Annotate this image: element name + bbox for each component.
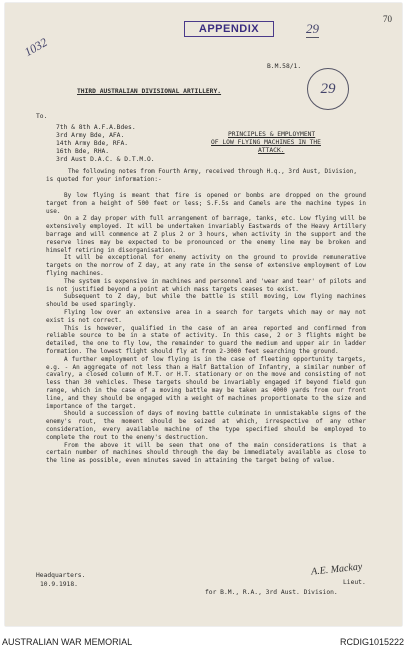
document-date: 10.9.1918. [40, 581, 78, 588]
subject-line-3: ATTACK. [258, 147, 285, 154]
paragraph-8: A further employment of low flying is in the case of fleeting opportunity targets, e.g. - An aggregate of not less than a Half Battalion of Infantry, a similar number of cavalry, a closed column of M.T. or H.T. stationary or on the move and consisting of not less than 30 vehicles. These targets should be invariably engaged if beyond field gun range, which in the case of a moving battle may be taken as 4000 yards from our front line, and they should be engaged with a weight of machines proportionate to the size and importance of the target. [46, 355, 366, 410]
recipient-1: 7th & 8th A.F.A.Bdes. [56, 124, 136, 131]
body-text [46, 192, 366, 465]
paragraph-5: Subsequent to Z day, but while the battle is still moving, Low flying machines should be used sparingly. [46, 293, 366, 309]
paragraph-3: It will be exceptional for enemy activity on the ground to provide remunerative targets on the morrow of Z day, at any rate in the sense of extensive employment of Low flying machines. [46, 254, 366, 277]
recipient-4: 16th Bde, RHA. [56, 148, 110, 155]
paragraph-9: Should a succession of days of moving battle culminate in unmistakable signs of the enemy's rout, the moment should be seized at which, irrespective of any other consideration, every available machine of the type specified should be employed to complete the rout to the enemy's destruction. [46, 410, 366, 441]
signatory-line: for B.M., R.A., 3rd Aust. Division. [205, 589, 338, 596]
subject-line-2: OF LOW FLYING MACHINES IN THE [211, 139, 321, 146]
signatory-rank: Lieut. [343, 579, 366, 586]
paragraph-2: On a Z day proper with full arrangement of barrage, tanks, etc. Low flying will be extensively employed. It will be undertaken invariably Eastwards of the Heavy Artillery barrage and will commence at Z plus 2 or 3 hours, when activity in the support and the reserve lines may be expected to be pronounced or the enemy line may be broken and himself retiring in disorganisation. [46, 215, 366, 254]
paragraph-1: By low flying is meant that fire is opened or bombs are dropped on the ground target from a height of 500 feet or less; S.F.5s and Camels are the machine types in use. [46, 192, 366, 215]
subject-line-1: PRINCIPLES & EMPLOYMENT [228, 131, 316, 138]
handwritten-ref-top-left: 1032 [21, 35, 50, 60]
reference-number: B.M.58/1. [267, 63, 302, 70]
recipient-2: 3rd Army Bde, AFA. [56, 132, 125, 139]
appendix-stamp: APPENDIX [184, 21, 274, 37]
paragraph-7: This is however, qualified in the case of an area reported and confirmed from reliable source to be in a state of activity. In this case, 2 or 3 flights might be detailed, the one to fly low, the remainder to guard the medium and upper air in ladder formation. The lowest flight should fly at from 2-3000 feet searching the ground. [46, 324, 366, 355]
signature: A.E. Mackay [310, 561, 363, 578]
circled-number: 29 [307, 68, 349, 110]
paragraph-4: The system is expensive in machines and personnel and 'wear and tear' of pilots and is not justified beyond a point at which mass targets ceases to exist. [46, 277, 366, 293]
paragraph-6: Flying low over an extensive area in a search for targets which may or may not exist is not correct. [46, 308, 366, 324]
paragraph-10: From the above it will be seen that one of the main considerations is that a certain number of machines should through the day be immediately available as close to the line as possible, even minutes saved in attaining the target being of value. [46, 441, 366, 465]
recipient-5: 3rd Aust D.A.C. & D.T.M.O. [56, 156, 155, 163]
to-label: To. [36, 113, 48, 120]
footer-record-id: RCDIG1015222 [339, 637, 404, 647]
document-heading: THIRD AUSTRALIAN DIVISIONAL ARTILLERY. [77, 88, 222, 95]
recipient-3: 14th Army Bde, RFA. [56, 140, 129, 147]
footer-archive-name: AUSTRALIAN WAR MEMORIAL [2, 637, 133, 647]
intro-text: The following notes from Fourth Army, received through H.q., 3rd Aust, Division, is quoted for your information:- [46, 168, 357, 183]
headquarters-label: Headquarters. [36, 572, 86, 579]
handwritten-number-top-right: 29 [306, 21, 319, 36]
page-number: 70 [383, 14, 392, 24]
